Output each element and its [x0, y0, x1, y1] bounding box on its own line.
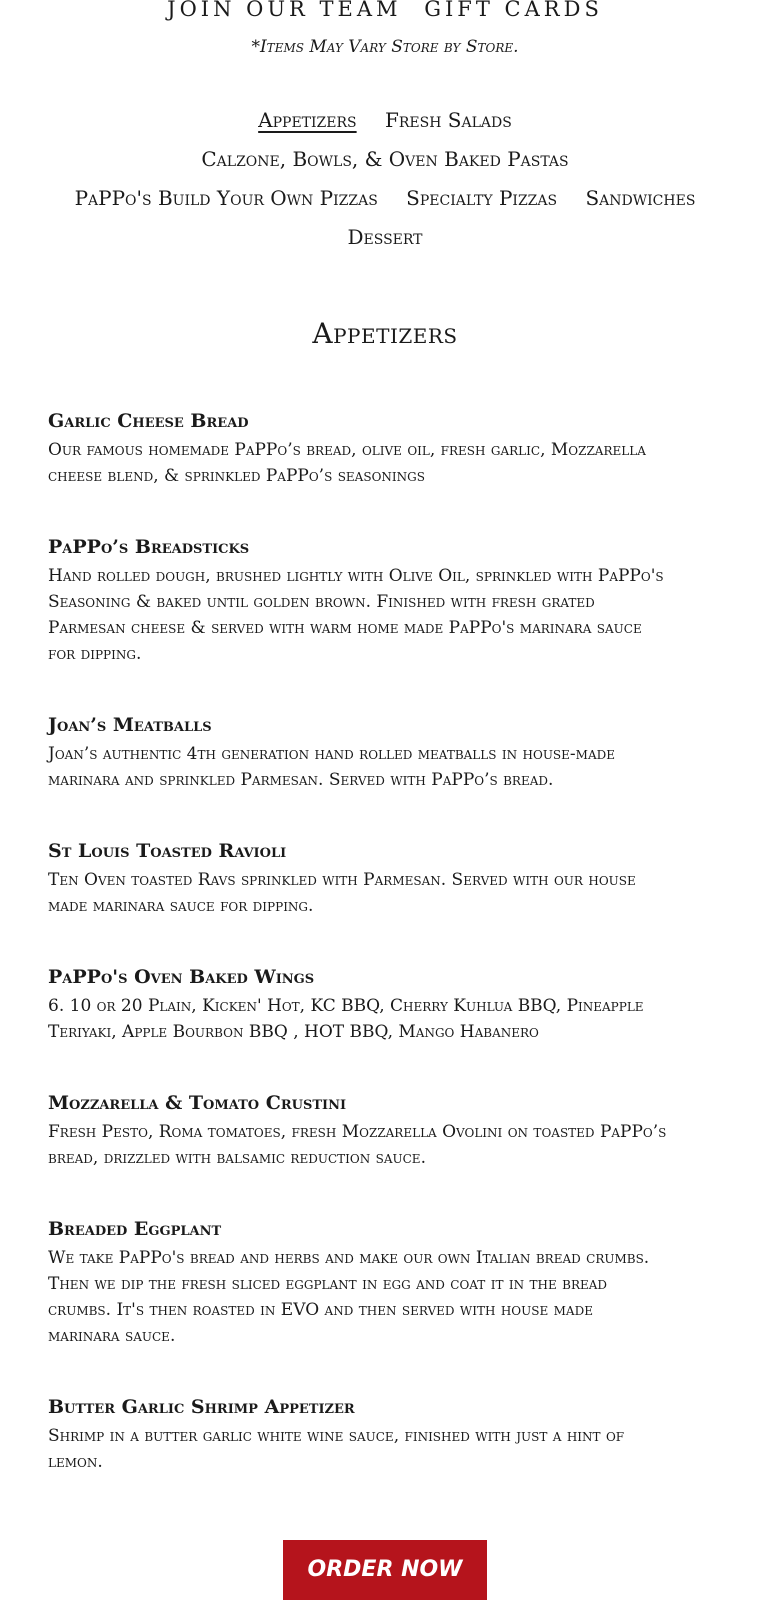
menu-item	[48, 1089, 668, 1171]
menu-item-name: Butter Garlic Shrimp Appetizer	[48, 1396, 355, 1418]
category-link-sandwiches[interactable]: Sandwiches	[585, 186, 696, 210]
category-row	[0, 223, 770, 251]
menu-item-description: Fresh Pesto, Roma tomatoes, fresh Mozzarella Ovolini on toasted PaPPo’s bread, drizzled with balsamic reduction sauce.	[48, 1122, 667, 1168]
section-title: Appetizers	[312, 317, 458, 350]
menu-item-description: Our famous homemade PaPPo’s bread, olive oil, fresh garlic, Mozzarella cheese blend, & sprinkled PaPPo’s seasonings	[48, 440, 646, 486]
category-link-dessert[interactable]: Dessert	[347, 225, 423, 249]
menu-item-name: PaPPo's Oven Baked Wings	[48, 966, 315, 988]
menu-item	[48, 407, 668, 489]
top-links	[0, 0, 770, 24]
menu-item-description: Shrimp in a butter garlic white wine sauce, finished with just a hint of lemon.	[48, 1426, 625, 1472]
menu-item	[48, 711, 668, 793]
menu-item	[48, 963, 668, 1045]
store-availability-notice: *Items May Vary Store by Store.	[251, 37, 519, 57]
menu-list	[48, 407, 668, 1519]
menu-item	[48, 1215, 668, 1349]
menu-item	[48, 533, 668, 667]
menu-item	[48, 837, 668, 919]
menu-item	[48, 1393, 668, 1475]
order-now-button[interactable]: ORDER NOW	[283, 1540, 487, 1600]
category-link-build-your-own-pizzas[interactable]: PaPPo's Build Your Own Pizzas	[74, 186, 378, 210]
menu-item-name: St Louis Toasted Ravioli	[48, 840, 287, 862]
category-link-calzone-bowls-pastas[interactable]: Calzone, Bowls, & Oven Baked Pastas	[201, 147, 569, 171]
menu-item-description: 6. 10 or 20 Plain, Kicken' Hot, KC BBQ, Cherry Kuhlua BBQ, Pineapple Teriyaki, Apple Bourbon BBQ , HOT BBQ, Mango Habanero	[48, 996, 644, 1042]
category-link-fresh-salads[interactable]: Fresh Salads	[384, 108, 512, 132]
category-row	[0, 106, 770, 134]
menu-item-name: Joan’s Meatballs	[48, 714, 212, 736]
category-link-appetizers[interactable]: Appetizers	[258, 108, 357, 132]
menu-item-name: Garlic Cheese Bread	[48, 410, 249, 432]
menu-item-description: Ten Oven toasted Ravs sprinkled with Parmesan. Served with our house made marinara sauce for dipping.	[48, 870, 636, 916]
menu-item-name: Breaded Eggplant	[48, 1218, 222, 1240]
menu-item-name: PaPPo’s Breadsticks	[48, 536, 250, 558]
category-row	[0, 184, 770, 212]
menu-item-name: Mozzarella & Tomato Crustini	[48, 1092, 347, 1114]
menu-item-description: We take PaPPo's bread and herbs and make our own Italian bread crumbs. Then we dip the fresh sliced eggplant in egg and coat it in the bread crumbs. It's then roasted in EVO and then served with house made marinara sauce.	[48, 1248, 650, 1346]
menu-item-description: Hand rolled dough, brushed lightly with Olive Oil, sprinkled with PaPPo's Seasoning & baked until golden brown. Finished with fresh grated Parmesan cheese & served with warm home made PaPPo's marinara sauce for dipping.	[48, 566, 664, 664]
gift-cards-link[interactable]: GIFT CARDS	[424, 0, 603, 21]
category-row	[0, 145, 770, 173]
join-our-team-link[interactable]: JOIN OUR TEAM	[167, 0, 402, 21]
category-link-specialty-pizzas[interactable]: Specialty Pizzas	[406, 186, 558, 210]
menu-item-description: Joan’s authentic 4th generation hand rolled meatballs in house-made marinara and sprinkled Parmesan. Served with PaPPo’s bread.	[48, 744, 615, 790]
